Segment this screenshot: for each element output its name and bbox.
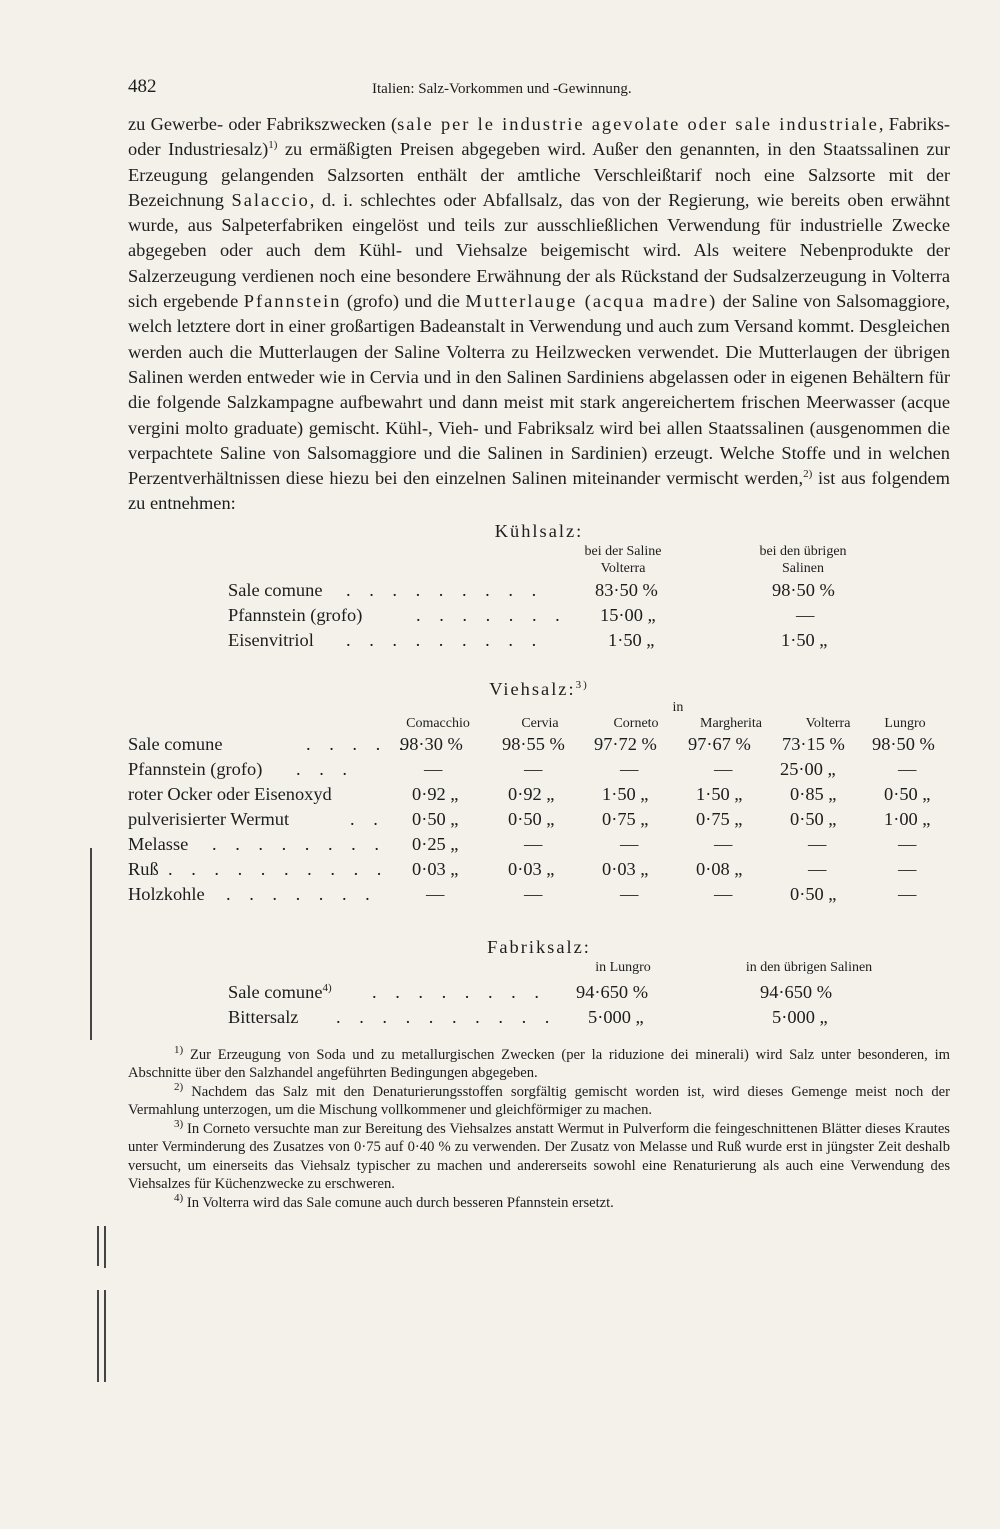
footnote: $^{4)}$ In Volterra wird das Sale comune auch durch besseren Pfannstein ersetzt. xyxy=(174,1191,614,1211)
table-row: Pfannstein (grofo) . . . — — — — 25·00 „ — xyxy=(128,758,917,779)
page xyxy=(128,72,950,1212)
margin-mark xyxy=(97,1290,99,1382)
table-row: Eisenvitriol . . . . . . . . . 1·50 „ 1·50 „ xyxy=(228,629,828,650)
margin-mark xyxy=(90,848,92,1040)
table-row: Sale comune . . . . . . . . . 83·50 % 98·50 % xyxy=(228,579,835,600)
page-number: 482 xyxy=(128,76,157,97)
running-header xyxy=(128,72,950,112)
fabriksalz-title: Fabriksalz: xyxy=(487,936,591,957)
table-row: Bittersalz . . . . . . . . . . 5·000 „ 5·000 „ xyxy=(228,1006,828,1027)
margin-mark xyxy=(97,1226,99,1266)
table-row: pulverisierter Wermut . . 0·50 „ 0·50 „ 0·75 „ 0·75 „ 0·50 „ 1·00 „ xyxy=(128,808,931,829)
fabriksalz-table xyxy=(128,937,950,1032)
fabriksalz-header: in Lungro in den übrigen Salinen xyxy=(595,959,873,975)
viehsalz-header: in Comacchio Cervia Corneto Margherita Volterra Lungro xyxy=(406,699,926,731)
footnote: $^{1)}$ Zur Erzeugung von Soda und zu metallurgischen Zwecken (per la riduzione dei minerali) wird Salz unter besonderen, im Abschnitte über den Salzhandel angeführten Bedingungen abgegeben. xyxy=(128,1043,950,1082)
kuehlsalz-table xyxy=(128,521,950,655)
footnote: $^{2)}$ Nachdem das Salz mit den Denaturierungsstoffen sorgfältig gemischt worden ist, wird dieses Gemenge meist noch der Vermahlung unterzogen, um die Mischung vollkommener und gleichförmiger zu machen. xyxy=(128,1080,950,1119)
footnote: $^{3)}$ In Corneto versuchte man zur Bereitung des Viehsalzes anstatt Wermut in Pulverform die feingeschnittenen Blätter dieses Krautes unter Verminderung des Zusatzes von 0·75 auf 0·40 % zu verwenden. Der Zusatz von Melasse und Ruß wurde erst in jüngster Zeit deshalb versucht, um einerseits das Viehsalz typischer zu machen und andererseits sowohl eine Renaturierung als auch eine Verwendung des Viehsalzes für Küchenzwecke zu erschweren. xyxy=(128,1117,950,1193)
table-row: Ruß . . . . . . . . . . 0·03 „ 0·03 „ 0·03 „ 0·08 „ — — xyxy=(128,858,917,879)
kuehlsalz-header: bei der Saline Volterra bei den übrigen Salinen xyxy=(584,543,847,576)
table-row: roter Ocker oder Eisenoxyd 0·92 „ 0·92 „ 1·50 „ 1·50 „ 0·85 „ 0·50 „ xyxy=(128,783,931,804)
margin-mark xyxy=(104,1226,106,1268)
table-row: Holzkohle . . . . . . . — — — — 0·50 „ — xyxy=(128,883,917,904)
footnotes xyxy=(128,1043,950,1213)
paragraph: zu Gewerbe- oder Fabrikszwecken (sale per le industrie agevolate oder sale industriale, Fabriks- oder Industriesalz)$^{1)}$ zu ermäßigten Preisen abgegeben wird. Außer den genannten, in den Staatssalinen zur Erzeugung gelangenden Salzsorten enthält der amtliche Verschleißtarif noch eine Salzsorte mit der Bezeichnung Salaccio, d. i. schlechtes oder Abfallsalz, das von der Regierung, wie bereits oben erwähnt wurde, aus Salpeterfabriken eingelöst und teils zur ausschließlichen Verwendung für industrielle Zwecke abgegeben oder auch dem Kühl- und Viehsalze beigemischt wird. Als weitere Nebenprodukte der Salzerzeugung verdienen noch eine besondere Erwähnung der als Rückstand der Sudsalzerzeugung in Volterra sich ergebende Pfannstein (grofo) und die Mutterlauge (acqua madre) der Saline von Salsomaggiore, welch letztere dort in einer großartigen Badeanstalt in Verwendung und auch zum Versand kommt. Desgleichen werden auch die Mutterlaugen der Saline Volterra zu Heilzwecken verwendet. Die Mutterlaugen der übrigen Salinen werden entweder wie in Cervia und in den Salinen Sardiniens abgelassen oder in eigenen Behältern für die folgende Salzkampagne aufbewahrt und dann meist mit stark angereichertem frischen Meerwasser (acque vergini molto graduate) gemischt. Kühl-, Vieh- und Fabriksalz wird bei allen Staatssalinen (ausgenommen die verpachtete Saline von Salsomaggiore und die Salinen in Sardinien) erzeugt. Welche Stoffe und in welchen Perzentverhältnissen diese hiezu bei den einzelnen Salinen miteinander vermischt werden,$^{2)}$ ist aus folgendem zu entnehmen: xyxy=(128,114,951,514)
viehsalz-title: Viehsalz:$^{3)}$ xyxy=(489,678,589,699)
viehsalz-table xyxy=(128,679,950,909)
table-row: Sale comune$^{4)}$ . . . . . . . . 94·650 % 94·650 % xyxy=(228,981,833,1002)
table-row: Sale comune . . . . . 98·30 % 98·55 % 97·72 % 97·67 % 73·15 % 98·50 % xyxy=(128,733,935,754)
kuehlsalz-title: Kühlsalz: xyxy=(494,520,584,541)
margin-mark xyxy=(104,1290,106,1382)
table-row: Pfannstein (grofo) . . . . . . . 15·00 „ — xyxy=(228,604,815,625)
running-title: Italien: Salz-Vorkommen und -Gewinnung. xyxy=(372,81,632,97)
body-text xyxy=(128,112,950,517)
table-row: Melasse . . . . . . . . 0·25 „ — — — — — xyxy=(128,833,917,854)
